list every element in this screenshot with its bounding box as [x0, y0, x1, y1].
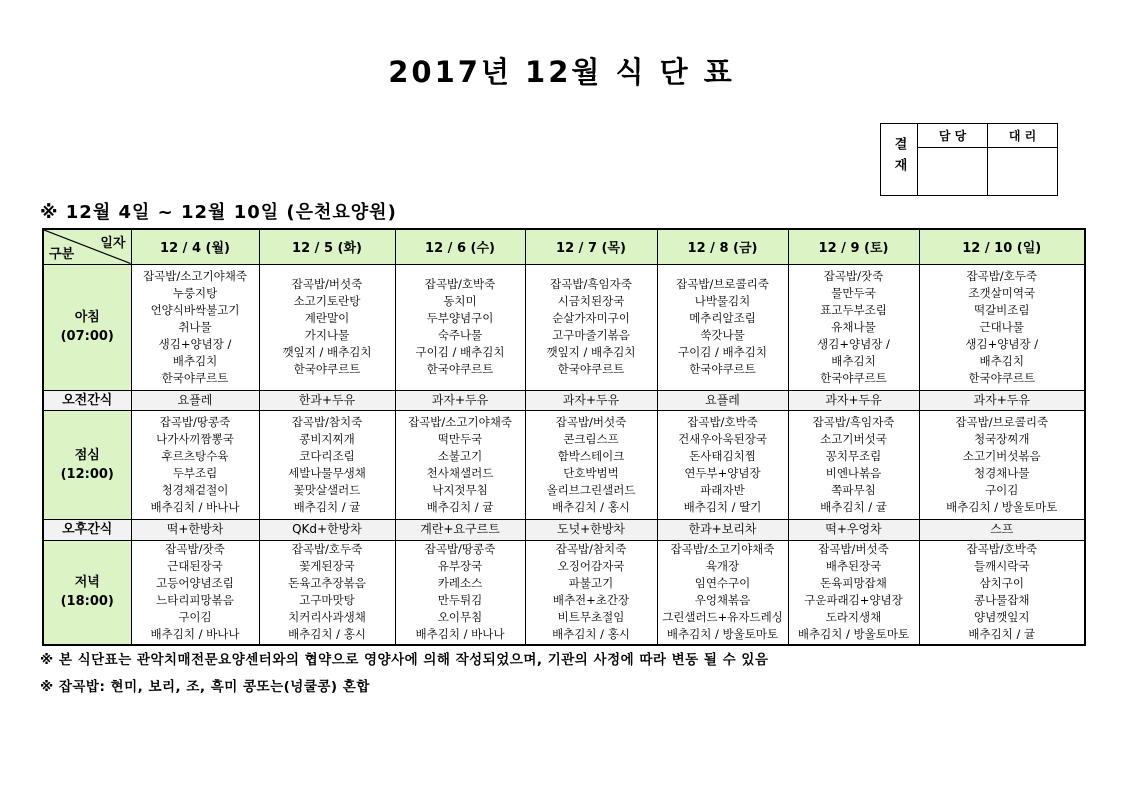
week-range-subtitle: ※ 12월 4일 ~ 12월 10일 (은천요양원) — [40, 202, 397, 223]
snack-cell-pm-snack: 떡+한방차 — [131, 520, 259, 541]
row-label-breakfast: 아침 (07:00) — [43, 264, 131, 390]
menu-cell-lunch: 잡곡밥/소고기야채죽 떡만두국 소불고기 천사채샐러드 낙지젓무침 배추김치 / 귤 — [395, 411, 525, 520]
approval-stamp-label — [881, 124, 918, 196]
approval-box — [880, 123, 1058, 196]
snack-cell-pm-snack: 떡+우엉차 — [788, 520, 919, 541]
row-label-dinner: 저녁 (18:00) — [43, 540, 131, 645]
corner-label-category: 구분 — [49, 246, 75, 262]
snack-cell-pm-snack: 계란+요구르트 — [395, 520, 525, 541]
snack-cell-am-snack: 요플레 — [657, 390, 788, 411]
snack-cell-pm-snack: QKd+한방차 — [259, 520, 395, 541]
snack-cell-am-snack: 과자+두유 — [919, 390, 1085, 411]
menu-cell-breakfast: 잡곡밥/소고기야채죽 누룽지탕 언양식바싹불고기 취나물 생김+양념장 / 배추김치 한국야쿠르트 — [131, 264, 259, 390]
approval-col-daeri: 대 리 — [988, 124, 1058, 148]
table-row-lunch — [43, 411, 1085, 520]
day-header: 12 / 9 (토) — [788, 229, 919, 264]
footnotes — [40, 648, 768, 702]
menu-cell-lunch: 잡곡밥/땅콩죽 나가사끼짬뽕국 후르츠탕수육 두부조림 청경채겉절이 배추김치 / 바나나 — [131, 411, 259, 520]
day-header: 12 / 8 (금) — [657, 229, 788, 264]
menu-cell-lunch: 잡곡밥/참치죽 콩비지찌개 코다리조림 세발나물무생채 꽃맛살샐러드 배추김치 / 귤 — [259, 411, 395, 520]
table-row-breakfast — [43, 264, 1085, 390]
menu-cell-dinner: 잡곡밥/소고기야채죽 육개장 임연수구이 우엉채볶음 그린샐러드+유자드레싱 배추김치 / 방울토마토 — [657, 540, 788, 645]
snack-cell-am-snack: 한과+두유 — [259, 390, 395, 411]
menu-cell-dinner: 잡곡밥/호두죽 꽃게된장국 돈육고추장볶음 고구마맛탕 치커리사과생채 배추김치 / 홍시 — [259, 540, 395, 645]
table-row-dinner — [43, 540, 1085, 645]
approval-col-damdang: 담 당 — [918, 124, 988, 148]
snack-cell-pm-snack: 스프 — [919, 520, 1085, 541]
approval-stamp-text: 결재 — [891, 136, 907, 179]
menu-cell-dinner: 잡곡밥/버섯죽 배추된장국 돈육피망잡채 구운파래김+양념장 도라지생채 배추김치 / 방울토마토 — [788, 540, 919, 645]
menu-cell-breakfast: 잡곡밥/호박죽 동치미 두부양념구이 숙주나물 구이김 / 배추김치 한국야쿠르트 — [395, 264, 525, 390]
menu-cell-lunch: 잡곡밥/버섯죽 콘크림스프 함박스테이크 단호박범벅 올리브그린샐러드 배추김치 / 홍시 — [525, 411, 657, 520]
corner-label-date: 일자 — [100, 236, 126, 251]
snack-cell-am-snack: 과자+두유 — [525, 390, 657, 411]
menu-cell-dinner: 잡곡밥/땅콩죽 유부장국 카레소스 만두튀김 오이무침 배추김치 / 바나나 — [395, 540, 525, 645]
day-header: 12 / 4 (월) — [131, 229, 259, 264]
menu-cell-lunch: 잡곡밥/호박죽 건새우아욱된장국 돈사태김치찜 연두부+양념장 파래자반 배추김치 / 딸기 — [657, 411, 788, 520]
days-row — [43, 229, 1085, 264]
menu-table-body — [43, 264, 1085, 645]
day-header: 12 / 5 (화) — [259, 229, 395, 264]
corner-cell — [43, 229, 131, 264]
day-header: 12 / 7 (목) — [525, 229, 657, 264]
row-label-am-snack: 오전간식 — [43, 390, 131, 411]
menu-cell-dinner: 잡곡밥/잣죽 근대된장국 고등어양념조림 느타리피망볶음 구이김 배추김치 / 바나나 — [131, 540, 259, 645]
snack-cell-pm-snack: 한과+보리차 — [657, 520, 788, 541]
menu-cell-breakfast: 잡곡밥/잣죽 물만두국 표고두부조림 유채나물 생김+양념장 / 배추김치 한국야쿠르트 — [788, 264, 919, 390]
menu-cell-lunch: 잡곡밥/브로콜리죽 청국장찌개 소고기버섯볶음 청경채나물 구이김 배추김치 / 방울토마토 — [919, 411, 1085, 520]
snack-cell-am-snack: 과자+두유 — [788, 390, 919, 411]
approval-signature-cell — [918, 148, 988, 196]
day-header: 12 / 10 (일) — [919, 229, 1085, 264]
footnote-grain-rice: ※ 잡곡밥: 현미, 보리, 조, 흑미 콩또는(넝쿨콩) 혼합 — [40, 679, 370, 695]
menu-cell-breakfast: 잡곡밥/호두죽 조갯살미역국 떡갈비조림 근대나물 생김+양념장 / 배추김치 한국야쿠르트 — [919, 264, 1085, 390]
snack-cell-am-snack: 과자+두유 — [395, 390, 525, 411]
table-row-am-snack — [43, 390, 1085, 411]
approval-signature-cell — [988, 148, 1058, 196]
table-row-pm-snack — [43, 520, 1085, 541]
menu-cell-breakfast: 잡곡밥/흑임자죽 시금치된장국 순살가자미구이 고구마줄기볶음 깻잎지 / 배추김치 한국야쿠르트 — [525, 264, 657, 390]
menu-cell-dinner: 잡곡밥/호박죽 들깨시락국 삼치구이 콩나물잡채 양념깻잎지 배추김치 / 귤 — [919, 540, 1085, 645]
menu-cell-breakfast: 잡곡밥/브로콜리죽 나박물김치 메추리알조림 쑥갓나물 구이김 / 배추김치 한국야쿠르트 — [657, 264, 788, 390]
menu-cell-lunch: 잡곡밥/흑임자죽 소고기버섯국 꽁치무조림 비엔나볶음 쪽파무침 배추김치 / 귤 — [788, 411, 919, 520]
snack-cell-am-snack: 요플레 — [131, 390, 259, 411]
menu-cell-breakfast: 잡곡밥/버섯죽 소고기토란탕 계란말이 가지나물 깻잎지 / 배추김치 한국야쿠르트 — [259, 264, 395, 390]
page-title: 2017년 12월 식 단 표 — [388, 55, 735, 89]
menu-cell-dinner: 잡곡밥/참치죽 오징어감자국 파불고기 배추전+초간장 비트무초절임 배추김치 / 홍시 — [525, 540, 657, 645]
day-header: 12 / 6 (수) — [395, 229, 525, 264]
snack-cell-pm-snack: 도넛+한방차 — [525, 520, 657, 541]
footnote-agreement: ※ 본 식단표는 관악치매전문요양센터와의 협약으로 영양사에 의해 작성되었으며, 기관의 사정에 따라 변동 될 수 있음 — [40, 652, 769, 668]
menu-table — [42, 228, 1086, 646]
row-label-pm-snack: 오후간식 — [43, 520, 131, 541]
row-label-lunch: 점심 (12:00) — [43, 411, 131, 520]
